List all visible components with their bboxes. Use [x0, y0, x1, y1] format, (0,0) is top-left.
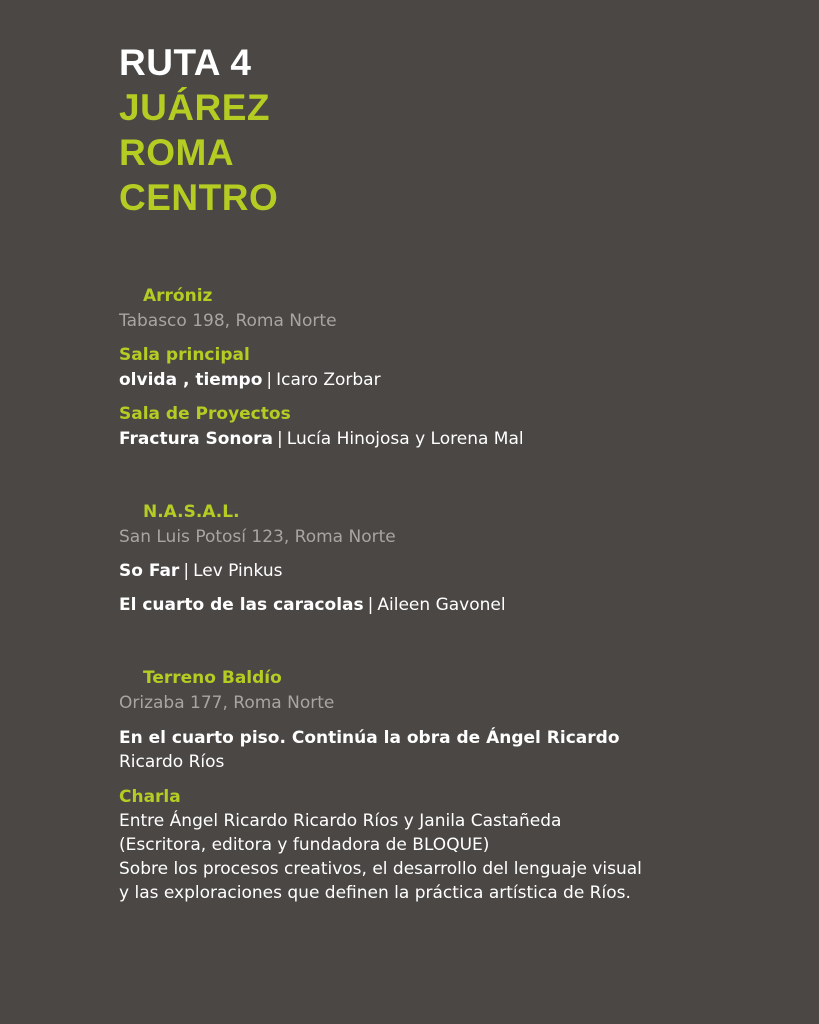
work-entry	[119, 427, 524, 451]
talk-line: y las exploraciones que definen la práctica artística de Ríos.	[119, 883, 631, 903]
separator: |	[277, 429, 283, 449]
talk-line: (Escritora, editora y fundadora de BLOQUE)	[119, 835, 490, 855]
work-title: El cuarto de las caracolas	[119, 595, 364, 615]
work-entry	[119, 368, 381, 392]
section-label-sala-principal: Sala principal	[119, 345, 250, 365]
venue-address-arroniz: Tabasco 198, Roma Norte	[119, 311, 337, 331]
artist-name: Aileen Gavonel	[377, 595, 506, 615]
work-entry	[119, 593, 506, 617]
work-title: En el cuarto piso. Continúa la obra de Ángel Ricardo	[119, 728, 620, 748]
section-label-charla: Charla	[119, 787, 181, 807]
venue-address-nasal: San Luis Potosí 123, Roma Norte	[119, 527, 396, 547]
zone-roma: ROMA	[119, 132, 235, 173]
venue-name-nasal: N.A.S.A.L.	[143, 502, 240, 522]
zone-centro: CENTRO	[119, 177, 279, 218]
artist-name: Lucía Hinojosa y Lorena Mal	[286, 429, 524, 449]
venue-name-arroniz: Arróniz	[143, 286, 213, 306]
talk-line: Sobre los procesos creativos, el desarrollo del lenguaje visual	[119, 859, 642, 879]
zone-juarez: JUÁREZ	[119, 87, 271, 128]
talk-line: Entre Ángel Ricardo Ricardo Ríos y Janila Castañeda	[119, 811, 562, 831]
artist-name: Lev Pinkus	[193, 561, 283, 581]
separator: |	[266, 370, 273, 390]
work-title: olvida , tiempo	[119, 370, 263, 390]
section-label-sala-proyectos: Sala de Proyectos	[119, 404, 291, 424]
artist-name: Ricardo Ríos	[119, 752, 225, 772]
route-title-block	[119, 40, 278, 220]
artist-name: Icaro Zorbar	[276, 370, 381, 390]
separator: |	[183, 561, 190, 581]
venue-address-terreno-baldio: Orizaba 177, Roma Norte	[119, 693, 335, 713]
work-title-line	[119, 726, 620, 750]
work-title: So Far	[119, 561, 180, 581]
work-entry	[119, 559, 283, 583]
separator: |	[367, 595, 374, 615]
venue-name-terreno-baldio: Terreno Baldío	[143, 668, 282, 688]
work-title: Fractura Sonora	[119, 429, 274, 449]
route-number: RUTA 4	[119, 42, 252, 83]
